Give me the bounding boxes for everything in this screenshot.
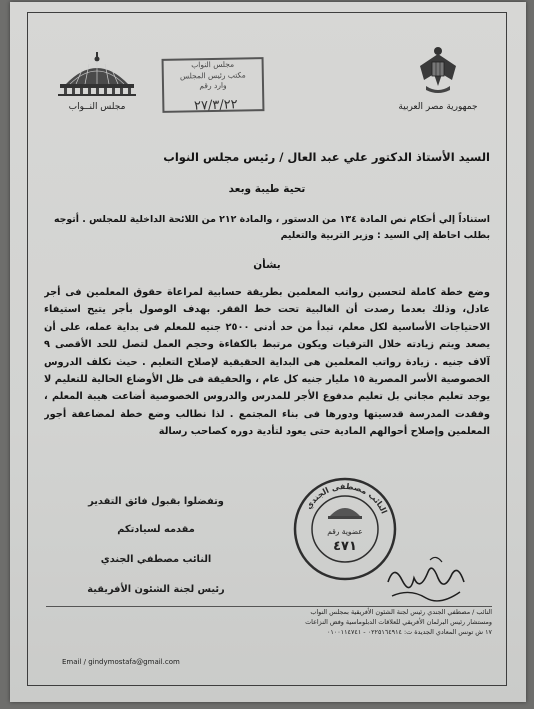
- registration-date: ٢٧/٣/٢٢: [193, 97, 238, 114]
- parliament-logo: [52, 50, 142, 112]
- letterhead-footer: [46, 606, 492, 677]
- parliament-caption: مجلس النــواب: [68, 102, 126, 112]
- seal-number: ٤٧١: [333, 539, 357, 554]
- footer-line: النائب / مصطفي الجندي رئيس لجنة الشئون الأفريقية بمجلس النواب: [310, 608, 492, 616]
- addressee: السيد الأستاذ الدكتور علي عبد العال / رئيس مجلس النواب: [163, 150, 490, 164]
- reg-stamp-line: وارد رقم: [199, 80, 227, 91]
- signer-name: النائب مصطفي الجندي: [100, 554, 212, 565]
- presented-by: مقدمه لسيادتكم: [117, 524, 195, 535]
- closing-line: وتفضلوا بقبول فائق التقدير: [88, 496, 224, 507]
- reg-stamp-line: مكتب رئيس المجلس: [179, 69, 246, 81]
- state-emblem: [388, 44, 488, 112]
- intro-line: استناداً إلي أحكام نص المادة ١٣٤ من الدستور ، والمادة ٢١٢ من اللائحة الداخلية للمجلس . أتوجه: [53, 214, 490, 225]
- signer-title: رئيس لجنة الشئون الأفريقية: [87, 584, 225, 595]
- footer-line: ومستشار رئيس البرلمان الأفريقي للعلاقات الدبلوماسية وفض النزاعات: [305, 618, 492, 626]
- handwritten-signature: [380, 552, 470, 612]
- reg-stamp-line: مجلس النواب: [191, 59, 235, 70]
- seal-ring-text: النائب مصطفى الجندي: [304, 481, 389, 516]
- eagle-emblem-icon: [416, 44, 460, 96]
- signature-scribble-icon: [380, 552, 470, 608]
- footer-line: ١٧ ش تونس المعادي الجديدة ت: ٠٢٢٥١٦٤٩١٤ - ٠١٠٠١١٤٧٤١: [326, 628, 492, 636]
- republic-caption: جمهورية مصر العربية: [398, 102, 478, 112]
- intro-line: بطلب احاطة إلي السيد : وزير التربية والتعليم: [280, 230, 490, 241]
- greeting: تحية طيبة وبعد: [228, 183, 306, 195]
- parliament-dome-icon: [52, 50, 142, 96]
- subject-heading: بشأن: [253, 259, 281, 271]
- footer-email: Email / gindymostafa@gmail.com: [62, 658, 180, 666]
- body-paragraph: وضع خطة كاملة لتحسين رواتب المعلمين بطريقة حسابية لمراعاة حقوق المعلمين فى أجر عادل، وذلك بعدما رصدت أن الغالبية تحت خط الفقر. بهدف الوصول بأجر يتيح استيفاء الاحتياجات الأساسية لكل معلم، تبدأ من حد أدنى ٢٥٠٠ جنيه للمعلم فى بداية عمله، على أن يصعد ويتم زيادته خلال الترقيات ويكون مرتبط بالكفاءة وحجم العمل لتصل للحد الأقصى ٩ آلاف جنيه . زيادة رواتب المعلمين هى البداية الحقيقية لإصلاح التعليم . حيث تكلف الدروس الخصوصية الأسر المصرية ١٥ مليار جنيه كل عام ، والحقيقة فى ظل الأوضاع الحالية للتعليم لا يوجد تعليم مجاني بل تعليم مدفوع الأجر للمدرس والدروس الخصوصية أضاعت هيبة المعلم ، وفقدت المدرسة قدسيتها ودورها فى بناء المجتمع . لذا نطالب وضع خطة لمضاعفة أجور المعلمين وإصلاح أحوالهم المادية حتى يعود لتأدية دوره كصاحب رسالة: [44, 287, 490, 438]
- seal-inner-label: عضوية رقم: [327, 527, 363, 536]
- document-page: [10, 2, 526, 702]
